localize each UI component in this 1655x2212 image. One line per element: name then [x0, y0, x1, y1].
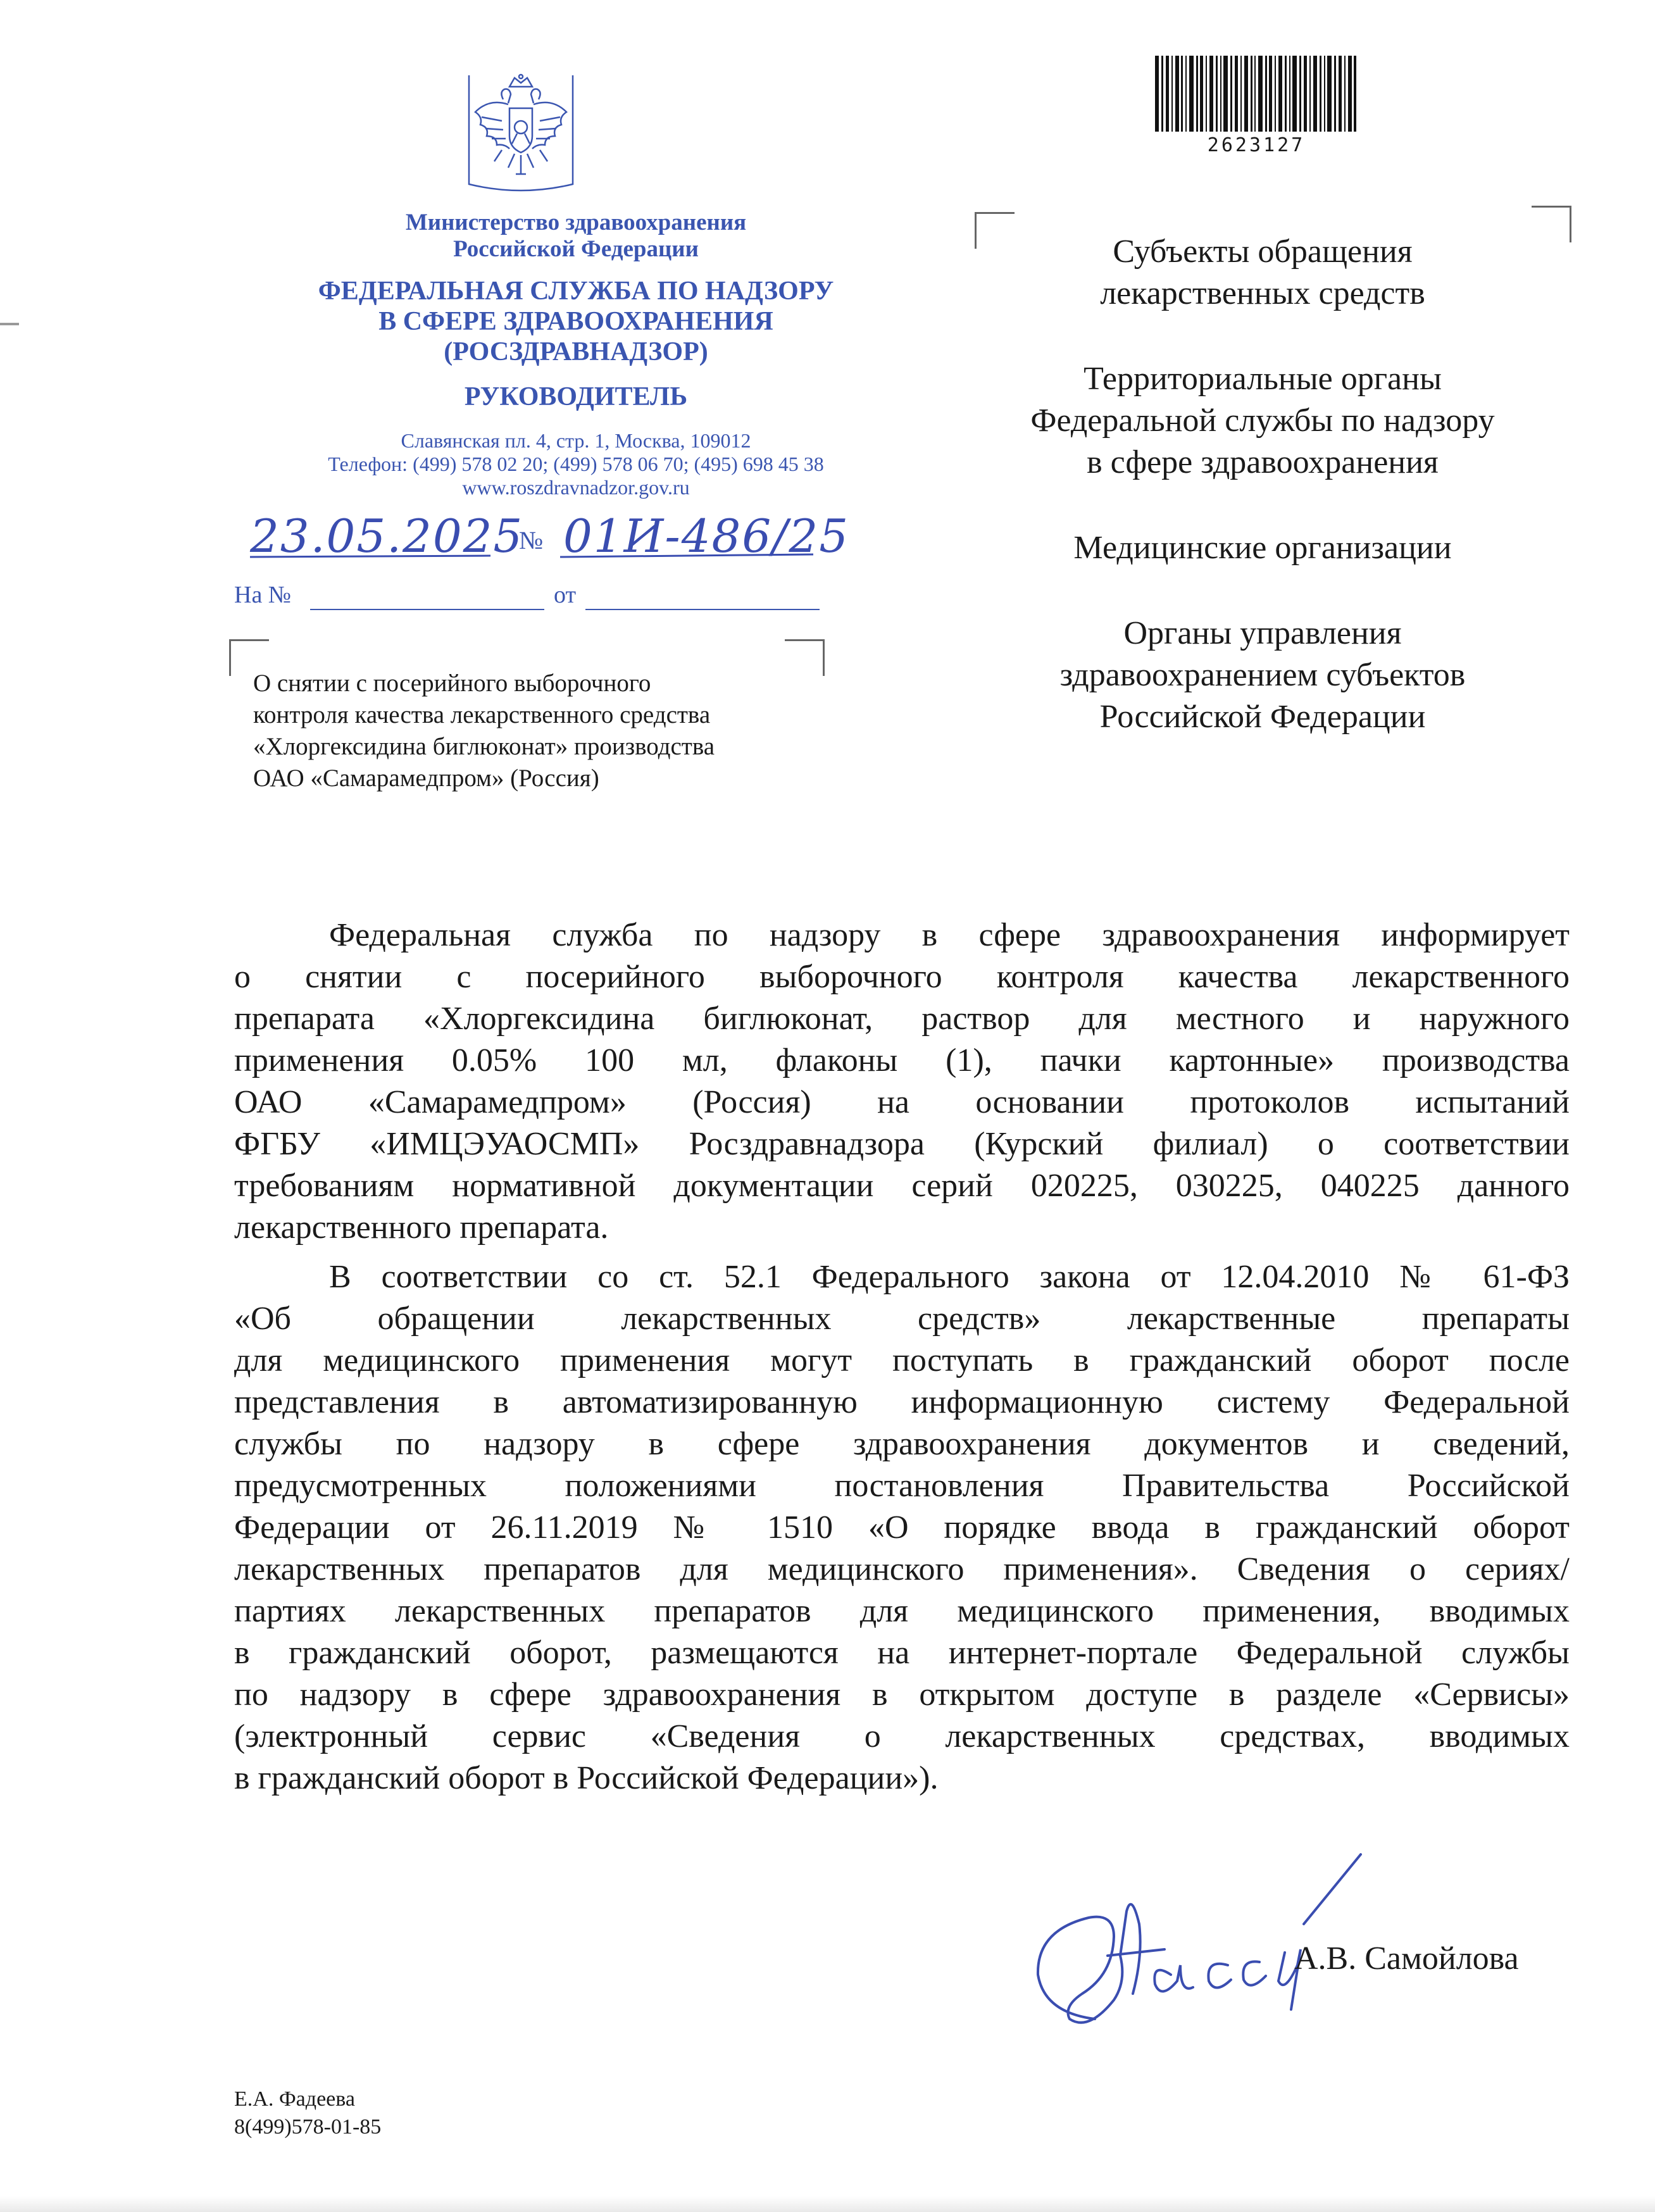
- scan-speck: [0, 323, 19, 325]
- address: Славянская пл. 4, стр. 1, Москва, 109012: [401, 429, 751, 452]
- body-line: Федеральная служба по надзору в сфере здравоохранения информирует: [329, 917, 1570, 953]
- reply-to-label: На №: [234, 582, 292, 608]
- service-name-line2: В СФЕРЕ ЗДРАВООХРАНЕНИЯ: [378, 307, 773, 336]
- recipient-line: Территориальные органы: [1084, 361, 1442, 397]
- body-line: службы по надзору в сфере здравоохранения документов и сведений,: [234, 1426, 1570, 1462]
- executor-name: Е.А. Фадеева: [234, 2087, 355, 2111]
- barcode: [1155, 56, 1358, 135]
- scan-edge-shadow: [0, 2196, 1655, 2212]
- recipient-line: Российской Федерации: [1099, 699, 1426, 735]
- phones: Телефон: (499) 578 02 20; (499) 578 06 70; (495) 698 45 38: [328, 453, 824, 475]
- recipient-block-3: [952, 527, 1573, 569]
- recipient-line: Федеральной службы по надзору: [1030, 403, 1495, 439]
- recipient-line: здравоохранением субъектов: [1059, 657, 1466, 693]
- date-underline: [244, 551, 826, 563]
- body-line: лекарственного препарата.: [234, 1209, 609, 1246]
- reply-from-label: от: [554, 582, 577, 608]
- coat-of-arms-icon: [464, 73, 578, 196]
- barcode-number: 2623127: [1207, 134, 1306, 156]
- registration-date: 23.05.2025: [250, 509, 524, 563]
- ministry-name-line2: Российской Федерации: [453, 236, 699, 262]
- recipient-block-2: [952, 358, 1573, 484]
- executor-phone: 8(499)578-01-85: [234, 2115, 382, 2139]
- service-name-line3: (РОСЗДРАВНАДЗОР): [444, 337, 708, 366]
- recipient-block-4: [952, 613, 1573, 738]
- registration-number: 01И-486/25: [563, 509, 850, 563]
- body-line: требованиям нормативной документации серий 020225, 030225, 040225 данного: [234, 1168, 1570, 1204]
- body-line: представления в автоматизированную информационную систему Федеральной: [234, 1384, 1570, 1420]
- body-line: партиях лекарственных препаратов для медицинского применения, вводимых: [234, 1593, 1570, 1629]
- body-line: «Об обращении лекарственных средств» лекарственные препараты: [234, 1301, 1570, 1337]
- body-line: о снятии с посерийного выборочного контроля качества лекарственного: [234, 959, 1570, 995]
- body-line: предусмотренных положениями постановления Правительства Российской: [234, 1468, 1570, 1504]
- recipient-line: Медицинские организации: [1073, 530, 1452, 566]
- handwritten-signature: [1019, 1829, 1373, 2038]
- recipient-line: лекарственных средств: [1100, 275, 1425, 311]
- subject-line: О снятии с посерийного выборочного: [253, 670, 651, 697]
- recipient-line: Органы управления: [1123, 615, 1402, 651]
- signer-name: А.В. Самойлова: [1294, 1940, 1519, 1977]
- body-line: ОАО «Самарамедпром» (Россия) на основании протоколов испытаний: [234, 1084, 1570, 1120]
- subject-line: ОАО «Самарамедпром» (Россия): [253, 765, 599, 792]
- ministry-name-line1: Министерство здравоохранения: [405, 209, 747, 235]
- body-line: препарата «Хлоргексидина биглюконат, раствор для местного и наружного: [234, 1001, 1570, 1037]
- body-line: лекарственных препаратов для медицинского применения». Сведения о сериях/: [234, 1551, 1570, 1587]
- body-line: ФГБУ «ИМЦЭУАОСМП» Росздравнадзора (Курский филиал) о соответствии: [234, 1126, 1570, 1162]
- body-line: по надзору в сфере здравоохранения в открытом доступе в разделе «Сервисы»: [234, 1677, 1570, 1713]
- recipient-block-1: [952, 231, 1573, 315]
- service-name-line1: ФЕДЕРАЛЬНАЯ СЛУЖБА ПО НАДЗОРУ: [318, 277, 834, 306]
- body-line: Федерации от 26.11.2019 № 1510 «О порядке ввода в гражданский оборот: [234, 1509, 1570, 1546]
- head-title: РУКОВОДИТЕЛЬ: [464, 382, 688, 411]
- body-line: в гражданский оборот в Российской Федерации»).: [234, 1760, 939, 1796]
- body-line: (электронный сервис «Сведения о лекарственных средствах, вводимых: [234, 1718, 1570, 1754]
- subject-line: «Хлоргексидина биглюконат» производства: [253, 733, 715, 760]
- letter-subject: [253, 668, 854, 794]
- body-line: применения 0.05% 100 мл, флаконы (1), пачки картонные» производства: [234, 1042, 1570, 1078]
- reply-date-field: [585, 609, 820, 610]
- website-link[interactable]: www.roszdravnadzor.gov.ru: [462, 476, 690, 499]
- recipient-line: Субъекты обращения: [1113, 234, 1413, 270]
- recipient-line: в сфере здравоохранения: [1087, 444, 1439, 480]
- body-line: в гражданский оборот, размещаются на интернет-портале Федеральной службы: [234, 1635, 1570, 1671]
- subject-line: контроля качества лекарственного средства: [253, 701, 711, 728]
- body-line: для медицинского применения могут поступать в гражданский оборот после: [234, 1342, 1570, 1378]
- body-line: В соответствии со ст. 52.1 Федерального закона от 12.04.2010 № 61-ФЗ: [329, 1259, 1570, 1295]
- number-sign: №: [519, 526, 544, 554]
- reply-number-field: [310, 609, 544, 610]
